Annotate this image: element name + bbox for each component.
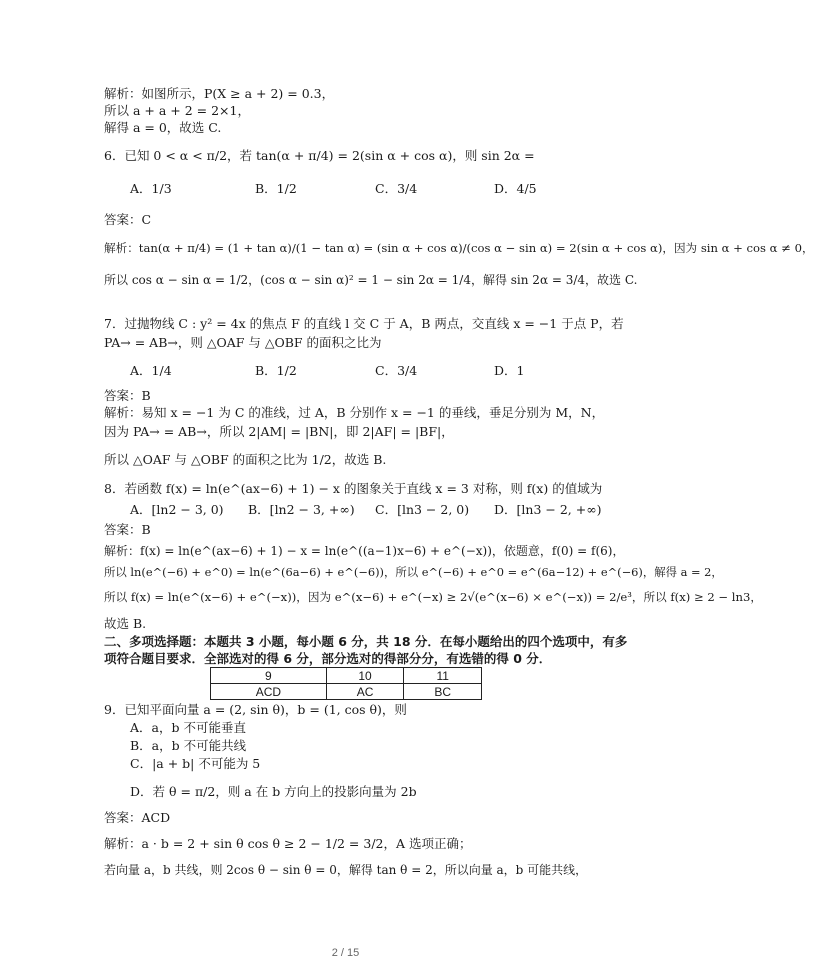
answer-table-header: 10 (326, 668, 404, 684)
q6-option-b: B．1/2 (255, 181, 297, 196)
answer-table-header: 11 (404, 668, 482, 684)
solution-7-line: 解析：易知 x = −1 为 C 的准线，过 A，B 分别作 x = −1 的垂线，垂足分别为 M，N， (104, 405, 605, 420)
q8-option-d: D．[ln3 − 2, +∞) (494, 502, 602, 517)
q9-option-d: D．若 θ = π/2，则 a 在 b 方向上的投影向量为 2b (130, 784, 417, 799)
answer-table-cell: BC (404, 684, 482, 700)
q7-option-d: D．1 (494, 363, 525, 378)
q6-option-c: C．3/4 (375, 181, 418, 196)
solution-8-line: 解析：f(x) = ln(e^(ax−6) + 1) − x = ln(e^((a−1)x−6) + e^(−x))，依题意，f(0) = f(6)， (104, 544, 625, 558)
solution-7-line: 因为 PA→ = AB→，所以 2|AM| = |BN|，即 2|AF| = |BF|， (104, 424, 454, 439)
question-7: 7．过抛物线 C : y² = 4x 的焦点 F 的直线 l 交 C 于 A，B 两点，交直线 x = −1 于点 P，若 (104, 316, 624, 331)
solution-8-line: 所以 ln(e^(−6) + e^0) = ln(e^(6a−6) + e^(−6))，所以 e^(−6) + e^0 = e^(6a−12) + e^(−6)，解得 a = 2， (104, 565, 723, 579)
answer-table-row (211, 684, 482, 700)
q7-option-b: B．1/2 (255, 363, 297, 378)
q9-option-a: A．a，b 不可能垂直 (130, 720, 246, 735)
answer-table-header-row (211, 668, 482, 684)
answer-table (210, 667, 482, 700)
q6-option-d: D．4/5 (494, 181, 537, 196)
q7-option-c: C．3/4 (375, 363, 418, 378)
section-2-heading: 项符合题目要求．全部选对的得 6 分，部分选对的得部分分，有选错的得 0 分． (104, 651, 552, 666)
solution-6-line: 所以 cos α − sin α = 1/2，(cos α − sin α)² = 1 − sin 2α = 1/4，解得 sin 2α = 3/4，故选 C. (104, 273, 638, 287)
answer-8: 答案：B (104, 522, 151, 537)
q8-option-b: B．[ln2 − 3, +∞) (248, 502, 355, 517)
answer-9: 答案：ACD (104, 810, 171, 825)
question-8: 8．若函数 f(x) = ln(e^(ax−6) + 1) − x 的图象关于直线 x = 3 对称，则 f(x) 的值域为 (104, 481, 603, 496)
solution-line: 所以 a + a + 2 = 2×1， (104, 103, 250, 118)
q8-option-a: A．[ln2 − 3, 0) (130, 502, 224, 517)
q7-option-a: A．1/4 (130, 363, 172, 378)
q9-option-b: B．a，b 不可能共线 (130, 738, 247, 753)
solution-8-line: 所以 f(x) = ln(e^(x−6) + e^(−x))，因为 e^(x−6) + e^(−x) ≥ 2√(e^(x−6) × e^(−x)) = 2/e³，所以 f(x) ≥ 2 − ln3， (104, 590, 762, 604)
solution-line: 解析：如图所示，P(X ≥ a + 2) = 0.3， (104, 86, 335, 101)
solution-6-line: 解析：tan(α + π/4) = (1 + tan α)/(1 − tan α) = (sin α + cos α)/(cos α − sin α) = 2(sin α + cos α)，因为 sin α + cos α ≠ 0， (104, 241, 814, 255)
answer-table-cell: AC (326, 684, 404, 700)
answer-7: 答案：B (104, 388, 151, 403)
q8-option-c: C．[ln3 − 2, 0) (375, 502, 470, 517)
solution-9-line: 解析：a · b = 2 + sin θ cos θ ≥ 2 − 1/2 = 3/2，A 选项正确； (104, 836, 472, 851)
solution-7-line: 所以 △OAF 与 △OBF 的面积之比为 1/2，故选 B. (104, 452, 387, 467)
q6-option-a: A．1/3 (130, 181, 172, 196)
solution-8-line: 故选 B. (104, 616, 147, 631)
solution-9-line: 若向量 a，b 共线，则 2cos θ − sin θ = 0，解得 tan θ = 2，所以向量 a，b 可能共线， (104, 863, 588, 877)
answer-6: 答案：C (104, 212, 152, 227)
q9-option-c: C．|a + b| 不可能为 5 (130, 756, 261, 771)
section-2-heading: 二、多项选择题：本题共 3 小题，每小题 6 分，共 18 分．在每小题给出的四个选项中，有多 (104, 634, 628, 649)
question-7: PA→ = AB→，则 △OAF 与 △OBF 的面积之比为 (104, 335, 382, 350)
question-6: 6．已知 0 < α < π/2，若 tan(α + π/4) = 2(sin α + cos α)，则 sin 2α = (104, 148, 535, 163)
answer-table-cell: ACD (211, 684, 327, 700)
answer-table-header: 9 (211, 668, 327, 684)
solution-line: 解得 a = 0，故选 C. (104, 120, 222, 135)
page-number: 2 / 15 (331, 947, 360, 959)
question-9: 9．已知平面向量 a = (2, sin θ)，b = (1, cos θ)，则 (104, 702, 407, 717)
